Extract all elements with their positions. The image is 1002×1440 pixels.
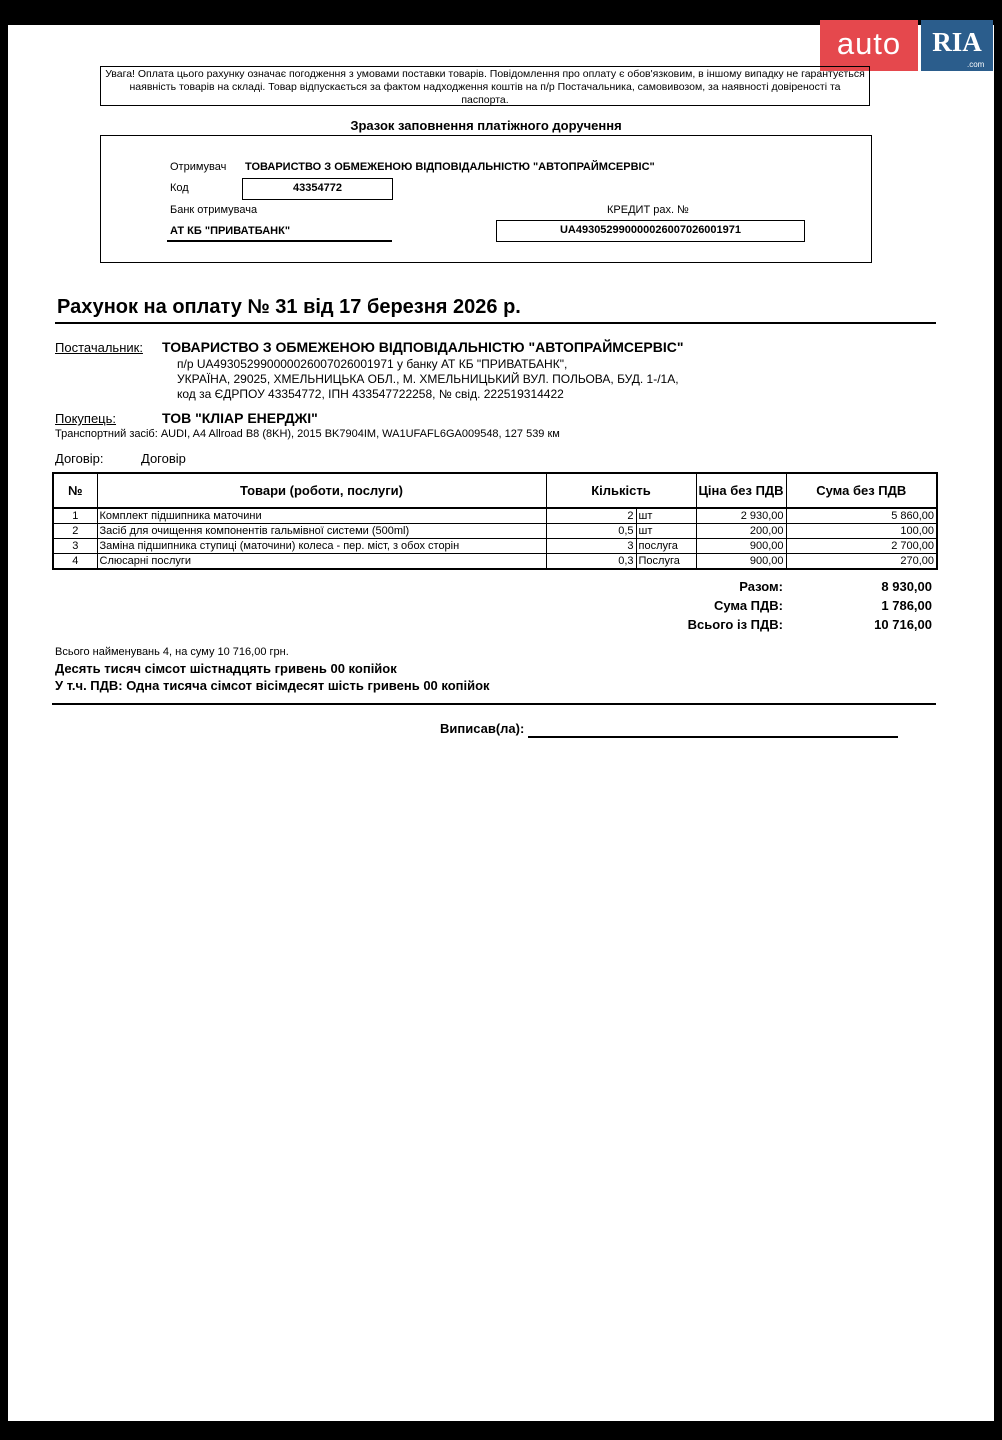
subtotal-value: 8 930,00 <box>881 579 932 594</box>
row-no: 2 <box>53 524 97 539</box>
table-row <box>53 554 937 570</box>
code-label: Код <box>170 182 189 194</box>
recipient-label: Отримувач <box>170 161 227 173</box>
items-table <box>52 472 938 570</box>
table-row <box>53 539 937 554</box>
supplier-name: ТОВАРИСТВО З ОБМЕЖЕНОЮ ВІДПОВІДАЛЬНІСТЮ "АВТОПРАЙМСЕРВІС" <box>162 339 684 355</box>
bank-underline <box>167 240 392 242</box>
total-label: Всього із ПДВ: <box>687 617 783 632</box>
supplier-codes-line: код за ЄДРПОУ 43354772, ІПН 433547722258, № свід. 222519314422 <box>177 387 564 401</box>
row-name: Комплект підшипника маточини <box>97 508 546 524</box>
total-in-words: Десять тисяч сімсот шістнадцять гривень 00 копійок <box>55 661 397 676</box>
bank-value: АТ КБ "ПРИВАТБАНК" <box>170 225 291 237</box>
payment-sample-box <box>100 135 872 263</box>
header-no: № <box>53 473 97 508</box>
row-name: Заміна підшипника ступиці (маточини) колеса - пер. міст, з обох сторін <box>97 539 546 554</box>
row-unit: Послуга <box>636 554 696 570</box>
recipient-value: ТОВАРИСТВО З ОБМЕЖЕНОЮ ВІДПОВІДАЛЬНІСТЮ "АВТОПРАЙМСЕРВІС" <box>245 161 655 173</box>
subtotal-label: Разом: <box>739 579 783 594</box>
row-no: 1 <box>53 508 97 524</box>
buyer-label: Покупець: <box>55 411 117 426</box>
row-qty: 0,3 <box>546 554 636 570</box>
row-name: Слюсарні послуги <box>97 554 546 570</box>
summary-divider <box>52 703 936 705</box>
autoria-logo-ria: RIA <box>921 20 993 71</box>
vat-label: Сума ПДВ: <box>713 598 783 613</box>
row-sum: 270,00 <box>786 554 937 570</box>
row-sum: 5 860,00 <box>786 508 937 524</box>
supplier-bank-line: п/р UA493052990000026007026001971 у банку АТ КБ "ПРИВАТБАНК", <box>177 357 568 371</box>
items-count-line: Всього найменувань 4, на суму 10 716,00 грн. <box>55 646 289 658</box>
supplier-address-line: УКРАЇНА, 29025, ХМЕЛЬНИЦЬКА ОБЛ., М. ХМЕЛЬНИЦЬКИЙ ВУЛ. ПОЛЬОВА, БУД. 1-/1А, <box>177 372 679 386</box>
contract-label: Договір: <box>55 451 104 466</box>
row-qty: 2 <box>546 508 636 524</box>
row-unit: послуга <box>636 539 696 554</box>
table-row <box>53 508 937 524</box>
row-price: 2 930,00 <box>696 508 786 524</box>
row-price: 900,00 <box>696 554 786 570</box>
table-header-row <box>53 473 937 508</box>
credit-label: КРЕДИТ рах. № <box>607 204 689 216</box>
invoice-title: Рахунок на оплату № 31 від 17 березня 2026 р. <box>57 296 521 318</box>
total-value: 10 716,00 <box>874 617 932 632</box>
buyer-name: ТОВ "КЛІАР ЕНЕРДЖІ" <box>162 410 318 426</box>
row-sum: 100,00 <box>786 524 937 539</box>
signature-line <box>528 736 898 738</box>
row-no: 4 <box>53 554 97 570</box>
row-unit: шт <box>636 524 696 539</box>
header-price: Ціна без ПДВ <box>696 473 786 508</box>
credit-account-value: UA493052990000026007026001971 <box>496 220 805 242</box>
vat-in-words: У т.ч. ПДВ: Одна тисяча сімсот вісімдесят шість гривень 00 копійок <box>55 678 490 693</box>
signature-label: Виписав(ла): <box>440 721 525 736</box>
contract-value: Договір <box>141 451 186 466</box>
table-row <box>53 524 937 539</box>
row-price: 900,00 <box>696 539 786 554</box>
header-sum: Сума без ПДВ <box>786 473 937 508</box>
vat-value: 1 786,00 <box>881 598 932 613</box>
payment-sample-title: Зразок заповнення платіжного доручення <box>350 118 622 133</box>
supplier-label: Постачальник: <box>55 340 143 355</box>
vehicle-info: Транспортний засіб: AUDI, A4 Allroad B8 (8KH), 2015 BK7904IM, WA1UFAFL6GA009548, 127 539 км <box>55 428 560 440</box>
row-price: 200,00 <box>696 524 786 539</box>
row-unit: шт <box>636 508 696 524</box>
header-qty: Кількість <box>546 473 696 508</box>
title-divider <box>55 322 936 324</box>
row-qty: 3 <box>546 539 636 554</box>
row-no: 3 <box>53 539 97 554</box>
row-qty: 0,5 <box>546 524 636 539</box>
code-value: 43354772 <box>242 178 393 200</box>
autoria-logo-auto: auto <box>820 20 918 71</box>
row-name: Засіб для очищення компонентів гальмівної системи (500ml) <box>97 524 546 539</box>
bank-label: Банк отримувача <box>170 204 258 216</box>
warning-notice: Увага! Оплата цього рахунку означає погодження з умовами поставки товарів. Повідомлення про оплату є обов'язковим, в іншому випадку не гарантується наявність товарів на складі. Товар відпускається за фактом надходження коштів на п/р Постачальника, самовивозом, за наявності довіреності та паспорта. <box>100 66 870 106</box>
autoria-logo-com: .com <box>967 60 985 69</box>
row-sum: 2 700,00 <box>786 539 937 554</box>
header-goods: Товари (роботи, послуги) <box>97 473 546 508</box>
